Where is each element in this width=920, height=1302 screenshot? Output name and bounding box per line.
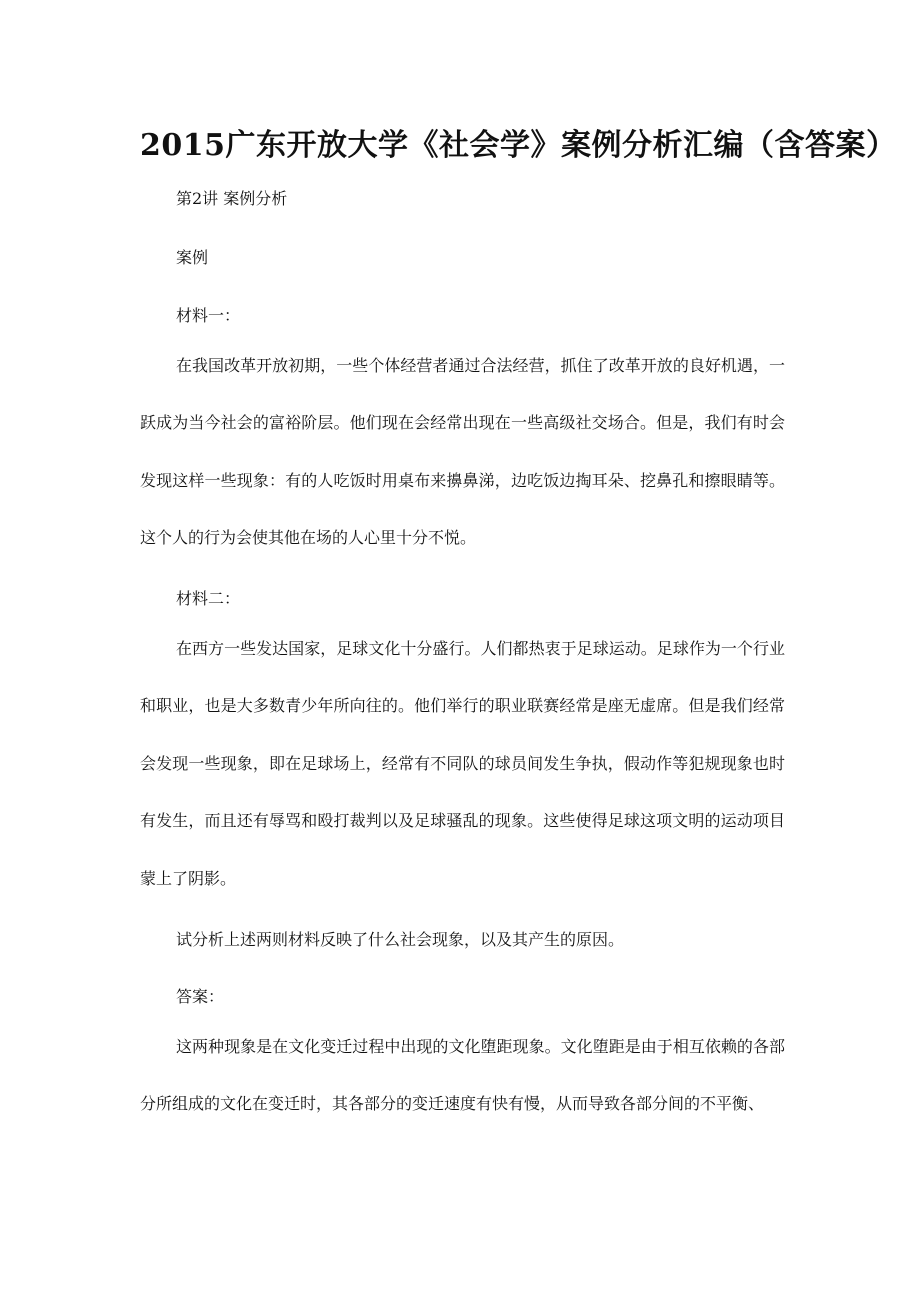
lecture-heading: 第2讲 案例分析 xyxy=(176,189,288,208)
case-label: 案例 xyxy=(176,248,209,267)
question-text: 试分析上述两则材料反映了什么社会现象，以及其产生的原因。 xyxy=(176,930,625,949)
document-title: 2015广东开放大学《社会学》案例分析汇编（含答案） xyxy=(140,128,897,163)
material1-label: 材料一： xyxy=(176,306,241,325)
material1-paragraph: 在我国改革开放初期，一些个体经营者通过合法经营，抓住了改革开放的良好机遇，一跃成为当今社会的富裕阶层。他们现在会经常出现在一些高级社交场合。但是，我们有时会发现这样一些现象：有的人吃饭时用桌布来擤鼻涕，边吃饭边掏耳朵、挖鼻孔和擦眼睛等。这个人的行为会使其他在场的人心里十分不悦。 xyxy=(140,356,785,548)
material2-label: 材料二： xyxy=(176,589,241,608)
answer-label: 答案： xyxy=(176,987,225,1006)
answer-paragraph: 这两种现象是在文化变迁过程中出现的文化堕距现象。文化堕距是由于相互依赖的各部分所组成的文化在变迁时，其各部分的变迁速度有快有慢，从而导致各部分间的不平衡、 xyxy=(140,1037,785,1114)
material2-paragraph: 在西方一些发达国家，足球文化十分盛行。人们都热衷于足球运动。足球作为一个行业和职业，也是大多数青少年所向往的。他们举行的职业联赛经常是座无虚席。但是我们经常会发现一些现象，即在足球场上，经常有不同队的球员间发生争执，假动作等犯规现象也时有发生，而且还有辱骂和殴打裁判以及足球骚乱的现象。这些使得足球这项文明的运动项目蒙上了阴影。 xyxy=(140,639,785,888)
